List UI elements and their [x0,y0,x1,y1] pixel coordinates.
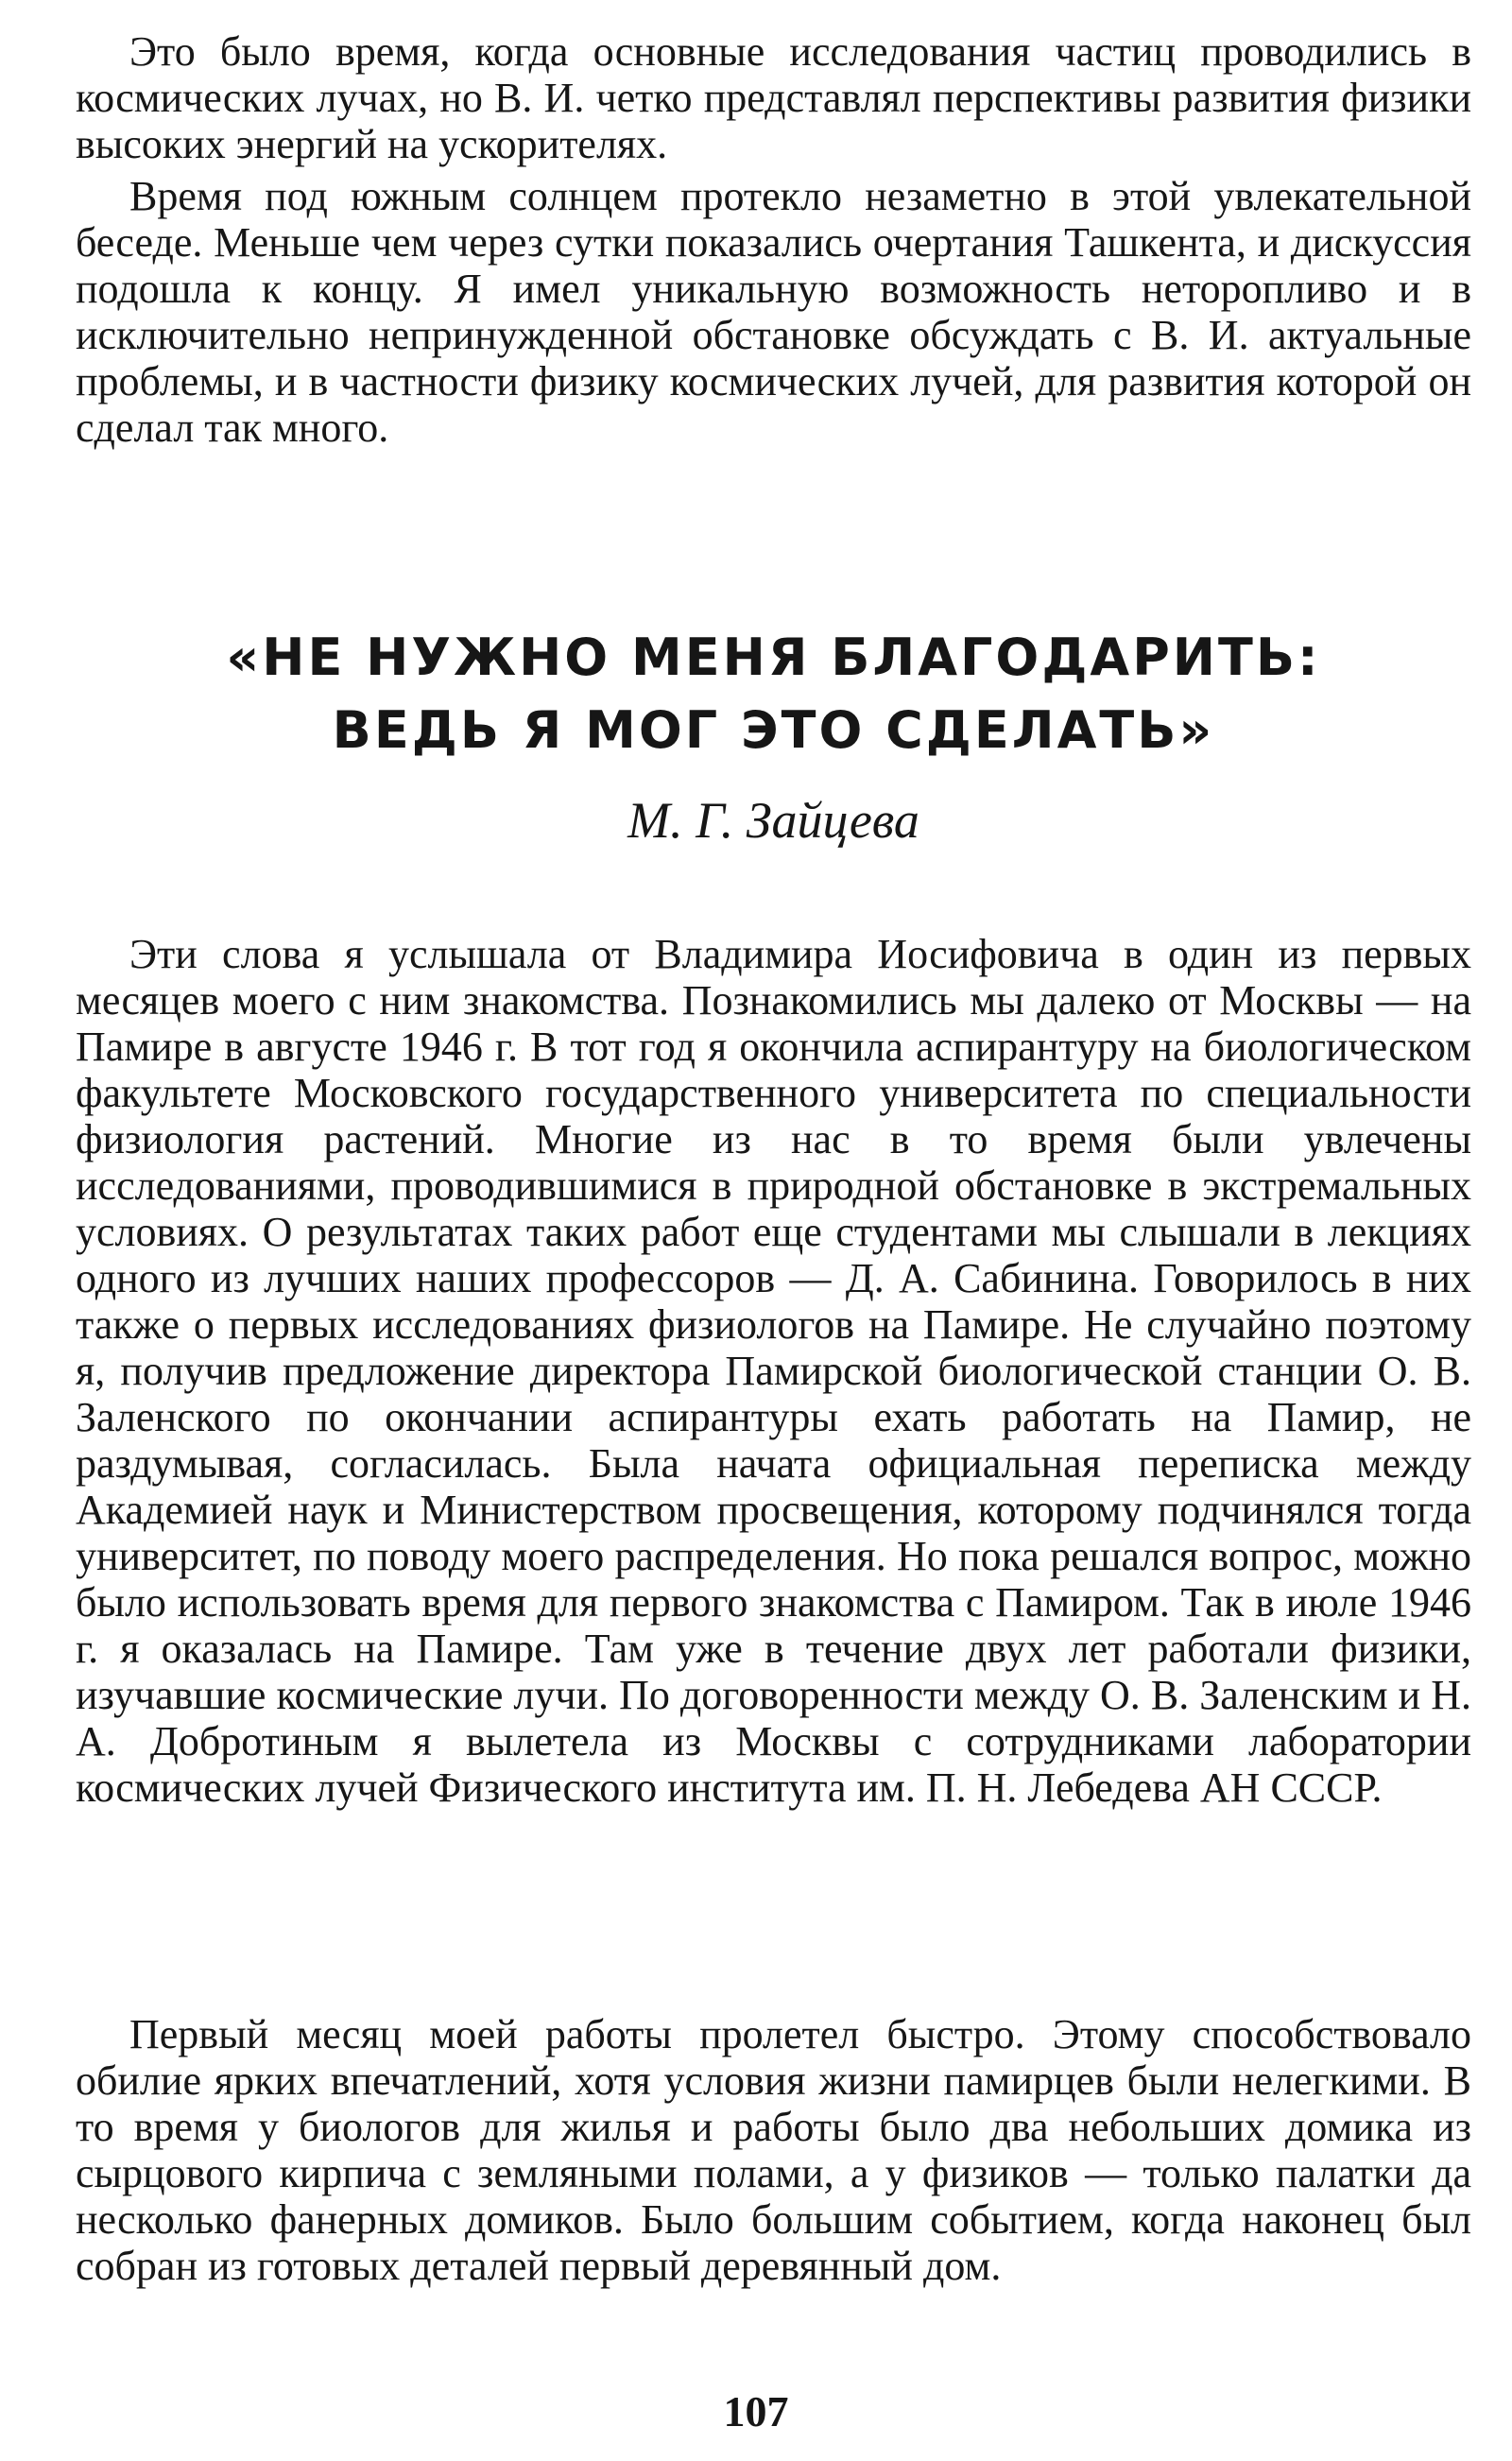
intro-paragraph-1: Это было время, когда основные исследования частиц проводились в космических лучах, но В. И. четко представлял перспективы развития физики высоких энергий на ускорителях. [76,28,1471,167]
article-author: М. Г. Зайцева [627,792,919,849]
article-title-line-2: ВЕДЬ Я МОГ ЭТО СДЕЛАТЬ» [332,700,1215,760]
article-title-line-1: «НЕ НУЖНО МЕНЯ БЛАГОДАРИТЬ: [226,628,1321,687]
page-number: 107 [723,2387,789,2435]
article-paragraph-1: Эти слова я услышала от Владимира Иосифовича в один из первых месяцев моего с ним знакомства. Познакомились мы далеко от Москвы — на Памире в августе 1946 г. В тот год я окончила аспирантуру на биологическом факультете Московского государственного университета по специальности физиология растений. Многие из нас в то время были увлечены исследованиями, проводившимися в природной обстановке в экстремальных условиях. О результатах таких работ еще студентами мы слышали в лекциях одного из лучших наших профессоров — Д. А. Сабинина. Говорилось в них также о первых исследованиях физиологов на Памире. Не случайно поэтому я, получив предложение директора Памирской биологической станции О. В. Заленского по окончании аспирантуры ехать работать на Памир, не раздумывая, согласилась. Была начата официальная переписка между Академией наук и Министерством просвещения, которому подчинялся тогда университет, по поводу моего распределения. Но пока решался вопрос, можно было использовать время для первого знакомства с Памиром. Так в июле 1946 г. я оказалась на Памире. Там уже в течение двух лет работали физики, изучавшие космические лучи. По договоренности между О. В. Заленским и Н. А. Добротиным я вылетела из Москвы с сотрудниками лаборатории космических лучей Физического института им. П. Н. Лебедева АН СССР. [76,931,1471,1811]
article-paragraph-2: Первый месяц моей работы пролетел быстро. Этому способствовало обилие ярких впечатлений, хотя условия жизни памирцев были нелегкими. В то время у биологов для жилья и работы было два небольших домика из сырцового кирпича с земляными полами, а у физиков — только палатки да несколько фанерных домиков. Было большим событием, когда наконец был собран из готовых деталей первый деревянный дом. [76,2011,1471,2289]
intro-paragraph-2: Время под южным солнцем протекло незаметно в этой увлекательной беседе. Меньше чем через сутки показались очертания Ташкента, и дискуссия подошла к концу. Я имел уникальную возможность неторопливо и в исключительно непринужденной обстановке обсуждать с В. И. актуальные проблемы, и в частности физику космических лучей, для развития которой он сделал так много. [76,173,1471,451]
